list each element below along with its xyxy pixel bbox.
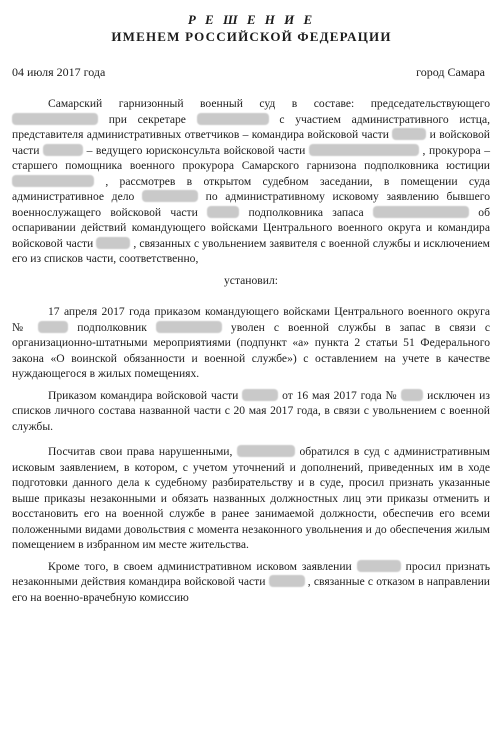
text-fragment: , связанные с отказом в направлении его на военно-врачебную комиссию — [12, 575, 491, 604]
decision-date: 04 июля 2017 года — [12, 65, 106, 79]
text-fragment: при секретаре — [108, 112, 186, 126]
redacted-block — [38, 321, 68, 333]
redacted-block — [373, 206, 469, 218]
text-fragment: с участием административного истца, представителя административных ответчиков – командира войсковой части — [12, 112, 491, 141]
text-fragment: обратился в суд с административным исковым заявлением, в котором, с учетом уточнений и дополнений, приведенных им в ходе подготовки данного дела к судебному разбирательству и в суде, просил признать указанные выше приказы незаконными и обязать названных должностных лиц эти приказы отменить и восстановить его на военной службе в ранее занимаемой должности, обеспечив его всеми положенными видами довольствия с момента незаконного увольнения и до обеспечения жилым помещением в избранном им месте жительства. — [12, 445, 490, 551]
text-fragment: от 16 мая 2017 года № — [282, 388, 398, 402]
document-body — [12, 96, 490, 605]
text-fragment: подполковника запаса — [248, 205, 364, 219]
document-subtitle: ИМЕНЕМ РОССИЙСКОЙ ФЕДЕРАЦИИ — [111, 29, 392, 44]
redacted-block — [156, 321, 222, 333]
paragraph-exclusion-order — [12, 388, 490, 435]
text-fragment: и войсковой части — [12, 128, 491, 157]
text-fragment: , прокурора – старшего помощника военного прокурора Самарского гарнизона подполковника юстиции — [12, 143, 490, 172]
text-fragment: просил признать незаконными действия командира войсковой части — [12, 559, 490, 588]
redacted-block — [43, 144, 83, 156]
redacted-block — [197, 113, 269, 125]
text-fragment: , рассмотрев в открытом судебном заседании, в помещении суда административное дело — [12, 174, 490, 203]
redacted-block — [401, 389, 423, 401]
redacted-block — [269, 575, 305, 587]
text-fragment: исключен из списков личного состава названной части с 20 мая 2017 года, в связи с увольнением с военной службы. — [12, 388, 490, 433]
text-fragment: Приказом командира войсковой части — [48, 388, 239, 402]
document-title: Р Е Ш Е Н И Е — [187, 12, 316, 27]
decision-city: город Самара — [416, 65, 485, 79]
text-fragment: Посчитав свои права нарушенными, — [48, 445, 233, 458]
redacted-block — [12, 175, 94, 187]
paragraph-dismissal-order — [12, 304, 490, 382]
text-fragment: Самарский гарнизонный военный суд в составе: председательствующего — [48, 97, 490, 110]
redacted-block — [309, 144, 419, 156]
paragraph-claim — [12, 444, 490, 553]
established-heading: установил: — [224, 273, 278, 287]
paragraph-additional-claim — [12, 559, 490, 606]
text-fragment: , связанных с увольнением заявителя с военной службы и исключением его из списков части, соответственно, — [12, 236, 491, 265]
text-fragment: об оспаривании действий командующего войсками Центрального военного округа и командира войсковой части — [12, 205, 490, 250]
redacted-block — [242, 389, 278, 401]
text-fragment: по административному исковому заявлению бывшего военнослужащего войсковой части — [12, 190, 491, 219]
redacted-block — [207, 206, 239, 218]
redacted-block — [392, 128, 426, 140]
text-fragment: – ведущего юрисконсульта войсковой части — [86, 143, 306, 157]
redacted-block — [237, 445, 295, 457]
redacted-block — [357, 560, 401, 572]
text-fragment: 17 апреля 2017 года приказом командующего войсками Центрального военного округа № — [12, 305, 490, 334]
text-fragment: подполковник — [77, 320, 147, 334]
redacted-block — [12, 113, 98, 125]
paragraph-intro — [12, 96, 490, 267]
redacted-block — [96, 237, 130, 249]
text-fragment: уволен с военной службы в запас в связи с организационно-штатными мероприятиями (подпункт «а» пункта 2 статьи 51 Федерального закона «О воинской обязанности и военной службе») с оставлением на учете в качестве нуждающегося в жилых помещениях. — [12, 320, 490, 380]
text-fragment: Кроме того, в своем административном исковом заявлении — [48, 559, 352, 573]
redacted-block — [142, 190, 198, 202]
